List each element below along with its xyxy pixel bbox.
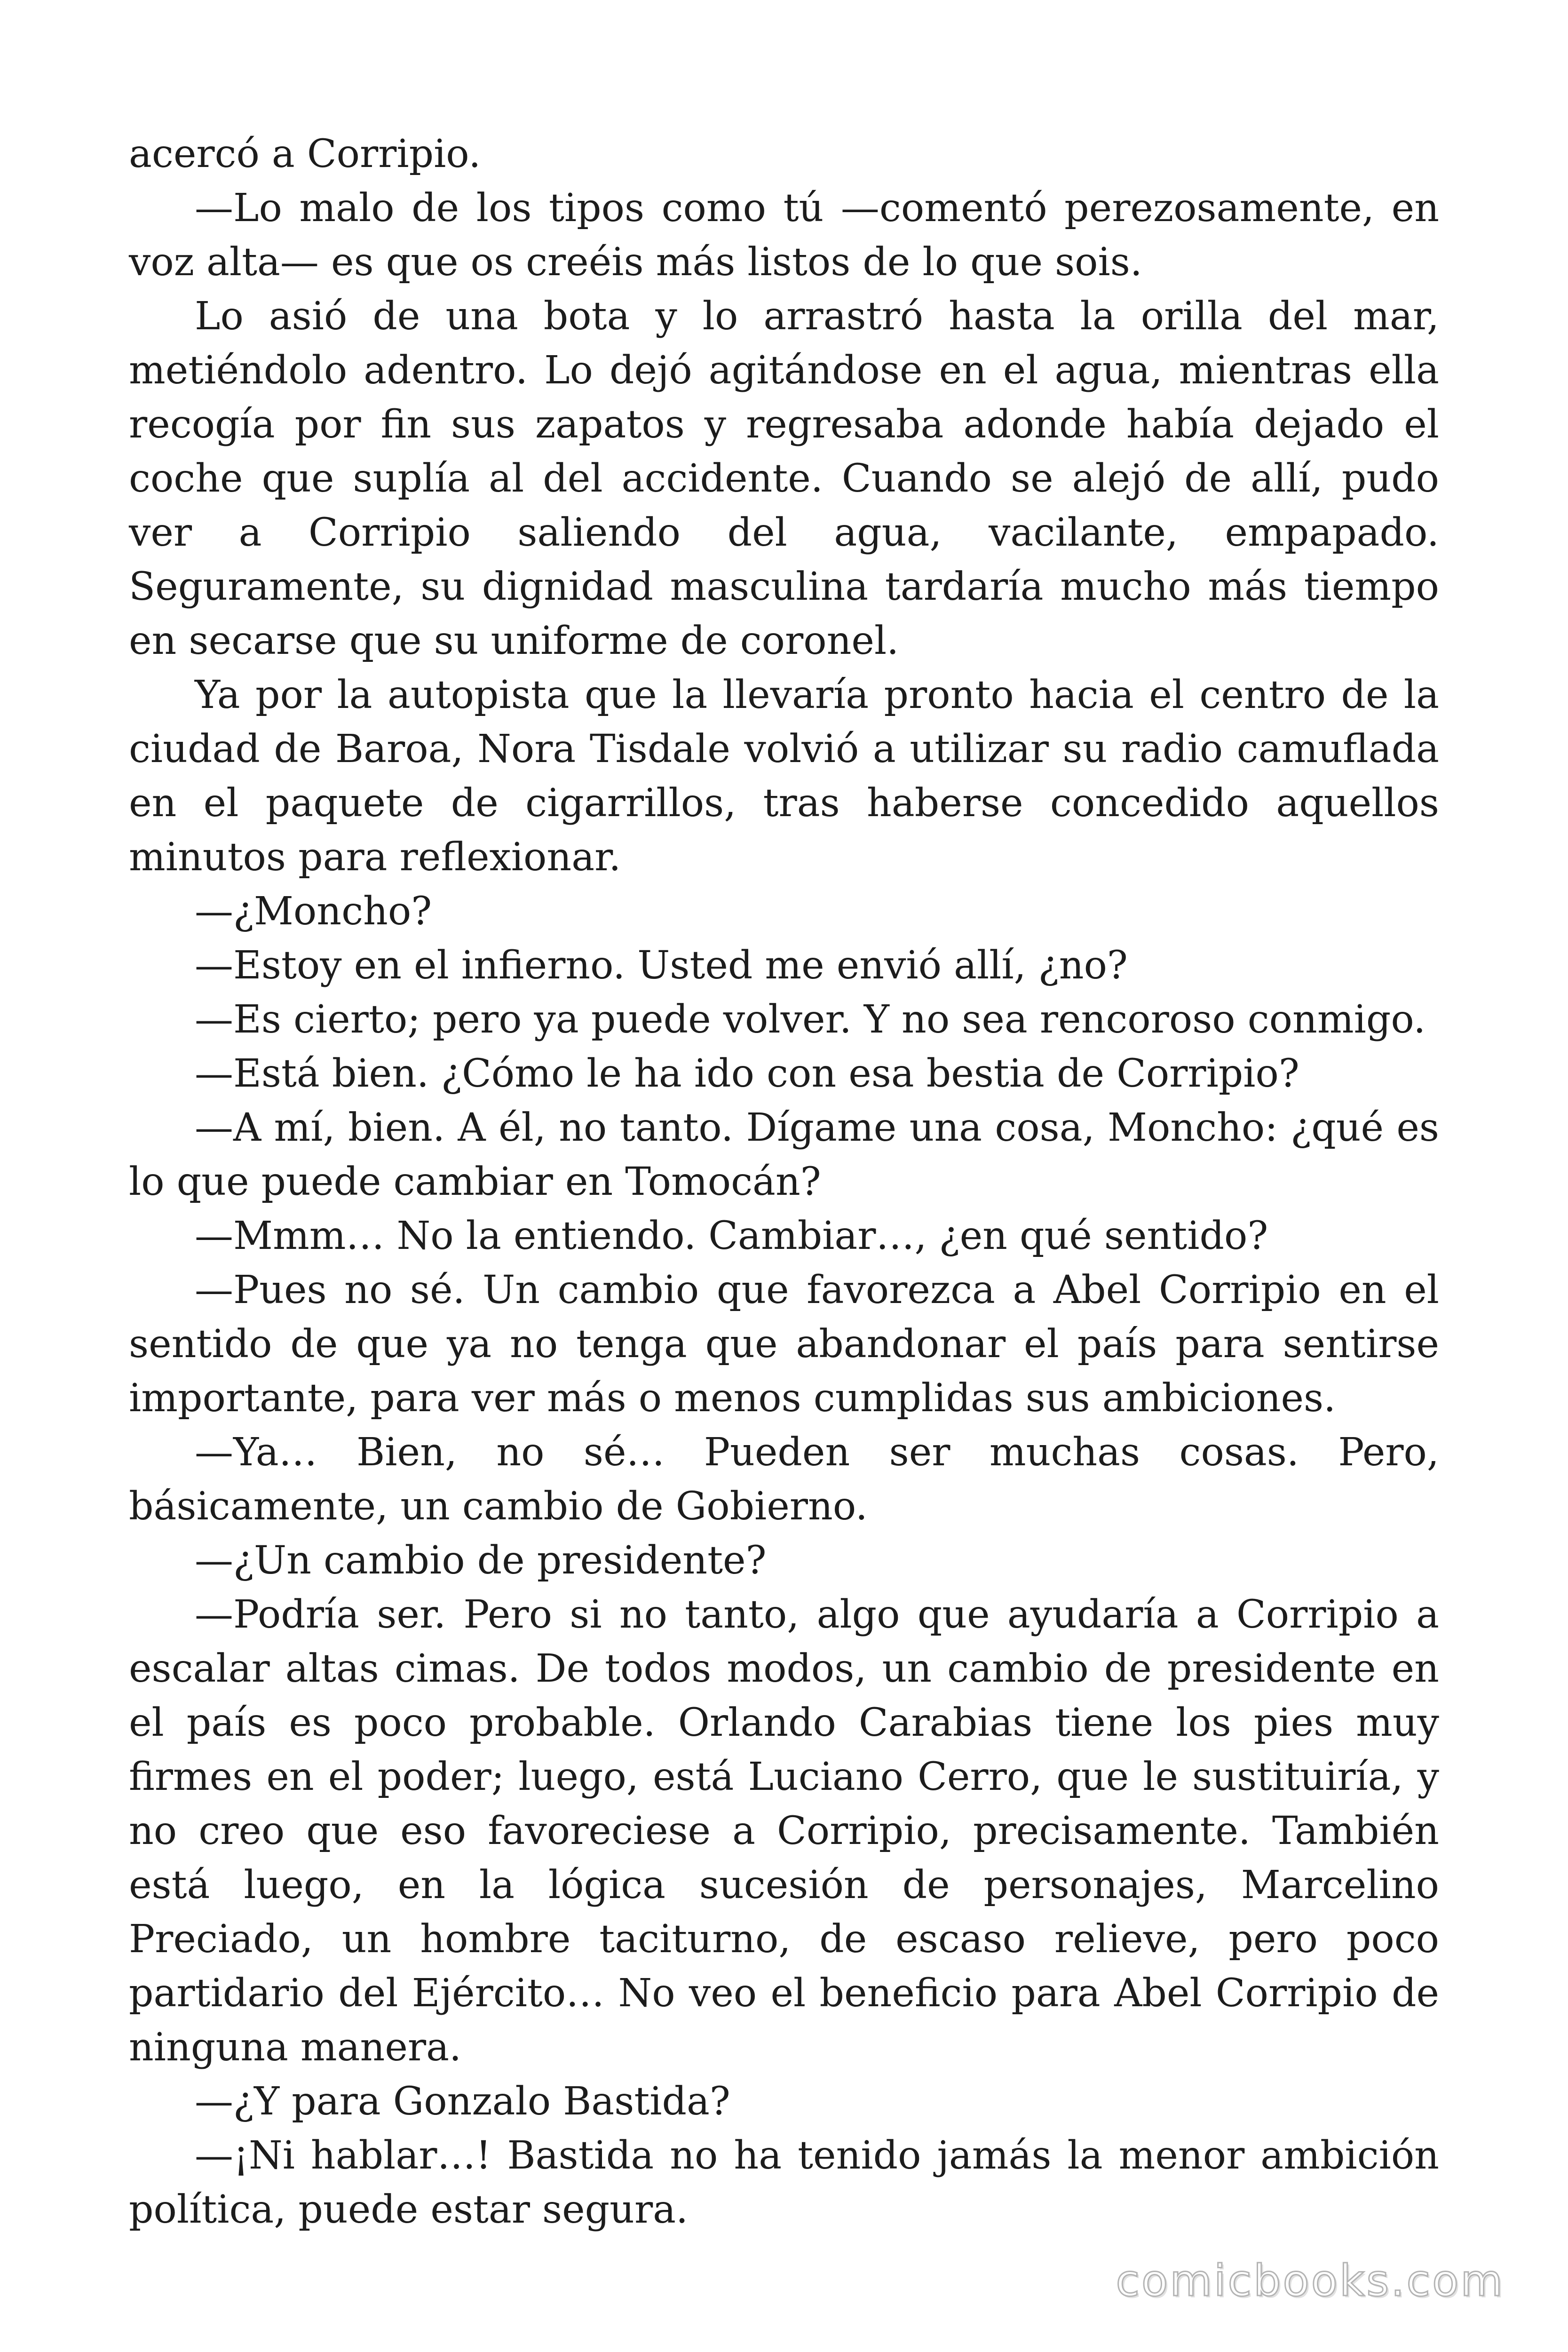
paragraph: —¿Y para Gonzalo Bastida? xyxy=(195,2079,730,2124)
page-text xyxy=(129,127,1439,2237)
paragraph: —¿Moncho? xyxy=(195,889,432,934)
paragraph: —¡Ni hablar…! Bastida no ha tenido jamás la menor ambición política, puede estar segura. xyxy=(129,2133,1439,2232)
paragraph: acercó a Corripio. xyxy=(129,132,481,176)
paragraph: —Estoy en el infierno. Usted me envió allí, ¿no? xyxy=(195,943,1128,988)
watermark: comicbooks.com xyxy=(1116,2256,1505,2306)
paragraph: —Mmm… No la entiendo. Cambiar…, ¿en qué sentido? xyxy=(195,1214,1268,1258)
paragraph: —Ya… Bien, no sé… Pueden ser muchas cosas. Pero, básicamente, un cambio de Gobierno. xyxy=(129,1430,1439,1529)
paragraph: —A mí, bien. A él, no tanto. Dígame una cosa, Moncho: ¿qué es lo que puede cambiar en Tomocán? xyxy=(129,1105,1439,1204)
paragraph: —Podría ser. Pero si no tanto, algo que ayudaría a Corripio a escalar altas cimas. De todos modos, un cambio de presidente en el país es poco probable. Orlando Carabias tiene los pies muy firmes en el poder; luego, está Luciano Cerro, que le sustituiría, y no creo que eso favoreciese a Corripio, precisamente. También está luego, en la lógica sucesión de personajes, Marcelino Preciado, un hombre taciturno, de escaso relieve, pero poco partidario del Ejército… No veo el beneficio para Abel Corripio de ninguna manera. xyxy=(129,1592,1439,2070)
paragraph: —Es cierto; pero ya puede volver. Y no sea rencoroso conmigo. xyxy=(195,997,1426,1042)
paragraph: —Pues no sé. Un cambio que favorezca a Abel Corripio en el sentido de que ya no tenga que abandonar el país para sentirse importante, para ver más o menos cumplidas sus ambiciones. xyxy=(129,1268,1439,1421)
paragraph: —Lo malo de los tipos como tú —comentó perezosamente, en voz alta— es que os creéis más listos de lo que sois. xyxy=(129,186,1439,285)
paragraph: —Está bien. ¿Cómo le ha ido con esa bestia de Corripio? xyxy=(195,1051,1299,1096)
paragraph: Ya por la autopista que la llevaría pronto hacia el centro de la ciudad de Baroa, Nora Tisdale volvió a utilizar su radio camuflada en el paquete de cigarrillos, tras haberse concedido aquellos minutos para reflexionar. xyxy=(129,673,1439,880)
paragraph: —¿Un cambio de presidente? xyxy=(195,1538,767,1583)
paragraph: Lo asió de una bota y lo arrastró hasta la orilla del mar, metiéndolo adentro. Lo dejó agitándose en el agua, mientras ella recogía por fin sus zapatos y regresaba adonde había dejado el coche que suplía al del accidente. Cuando se alejó de allí, pudo ver a Corripio saliendo del agua, vacilante, empapado. Seguramente, su dignidad masculina tardaría mucho más tiempo en secarse que su uniforme de coronel. xyxy=(129,294,1439,663)
